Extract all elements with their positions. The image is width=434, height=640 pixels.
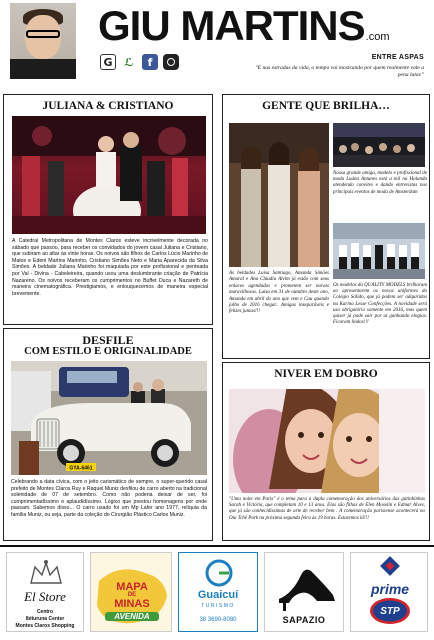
column-quote: "E nas estradas da vida, o tempo vai mostrando por quem realmente vale a pena lutar." xyxy=(255,65,424,78)
wedding-body: A Catedral Metropolitana de Montes Claros esteve incrivelmente decorada no sábado que passou, para receber os convidados do jovem casal Juliana e Cristiano, que subiram ao altar às vinte horas. Os noivos são filhos de Carlos Lúcio Marinho de Matos e Edeni Martins Marinho, Cristiano Simões Neto e Maria Aparecida da Silva Simões. A beldade Juliana Marinho foi maquiada por este profissional e penteada por Val - Divina - Cabeleireira, quando usou uma deslumbrante criação de Patrícia Nazareno. Os noivos receberam os cumprimentos no Buffet Duca e Nazareth de maneira cinematográfica. Prestigiamos, e enlouquecemos de maneira especial brevemente. xyxy=(12,238,208,297)
ad-el-store[interactable] xyxy=(6,552,84,632)
sapazio-name: SAPAZIO xyxy=(282,615,326,625)
fashion-event-photo xyxy=(333,123,425,167)
wedding-photo xyxy=(12,116,206,234)
guaicui-sub: TURISMO xyxy=(201,603,235,609)
beauty-caption-right-bottom: Os modelos da QUALITY MODELS brilharam ao apresentarem os novos uniformes do Colégio Sólido, que já podem ser adquiridos na Karina Lesse Confecções. A novidade será uso obrigatório somente em 2016, mas quem quiser já pode sair por aí ganhando elogios. Ficaram lindos!!! xyxy=(333,283,427,326)
parade-body: Celebrando a data cívica, com o jeito carismático de sempre, o super-querido casal prefeito de Montes Claros Ruy e Raquel Muniz desfilou de carro aberto na tradicional solenidade de 07 de setembro. Como não poderia deixar de ser, foi cumprimentadíssimo e aplaudidíssimo. Lógico que prestou homenagens por onde passam. Sabemos disso... O carro usado foi um Mp Lafer ano 1977, relíquia da família Muniz, ou seja, parte da coleção do Cirurgião Plástico Carlos Muniz. xyxy=(11,479,207,518)
beauty-title: GENTE QUE BRILHA… xyxy=(262,100,390,112)
wedding-article xyxy=(3,94,213,325)
high-heel-icon xyxy=(265,553,344,613)
el-store-line3: Montes Claros Shopping xyxy=(15,623,75,629)
mapa-line3: MINAS xyxy=(114,598,150,610)
ad-prime-stp[interactable] xyxy=(350,552,428,632)
uniform-models-photo xyxy=(333,223,425,279)
sponsor-ads xyxy=(0,545,434,640)
el-store-line1: Centro xyxy=(36,609,54,615)
parade-article xyxy=(3,328,213,541)
prime-sub: STP xyxy=(380,606,400,617)
mapa-line1: MAPA xyxy=(116,581,148,593)
beauty-caption-left: As beldades Luísa Santiago, Amanda Simões Amaral e Ana Cláudia Alvim já estão com seus enlaces agendados e prometem ser noivas maravilhosas. Luísa em 31 de outubro deste ano, Amanda em abril do ano que vem e Cau quando julho de 2016 chegar.. Amigas inseparáveis e felizes juntas!!! xyxy=(229,271,329,315)
column-title: ENTRE ASPAS xyxy=(371,54,424,61)
mapa-line4: AVENIDA xyxy=(105,612,159,621)
crown-icon xyxy=(7,553,84,593)
ad-mapa-de-minas[interactable] xyxy=(90,552,172,632)
birthday-title: NIVER EM DOBRO xyxy=(274,368,378,380)
twitter-icon[interactable]: ℒ xyxy=(121,54,137,70)
prime-name: prime xyxy=(370,581,410,597)
ad-guaicui[interactable] xyxy=(178,552,258,632)
guaicui-phone: 38 3690-8080 xyxy=(199,617,237,623)
birthday-caption: "Uma noite em Paris" é o tema para a dupla comemoração dos aniversários das gatinhinhas Sarah e Victória, que completam 10 e 13 anos. Elas são filhas de Elen Moselin e Edmar Alves, que já são conhecidíssimas de arte de receber bem . A comemoração parisiense acontecerá no Oui Tchê Park na próxima segunda feira às 19 horas. Estaremos lá!!! xyxy=(229,497,425,521)
beauty-caption-right-top: Nossa grande amiga, modelo e profissional de moda Luána Antunes está a mil na Holanda atendendo convites e dando entrevistas nos principais eventos de moda de Amsterdam xyxy=(333,171,427,195)
instagram-icon[interactable] xyxy=(163,54,179,70)
el-store-logo: El Store xyxy=(24,589,66,604)
parade-plate: GYA-6461 xyxy=(69,465,93,472)
brand-domain: .com xyxy=(365,31,390,43)
parade-title-line2: COM ESTILO E ORIGINALIDADE xyxy=(24,346,192,357)
mapa-line2: DE xyxy=(127,592,137,598)
guaicui-name: Guaicuí xyxy=(197,589,239,601)
facebook-icon[interactable]: f xyxy=(142,54,158,70)
ad-sapazio[interactable] xyxy=(264,552,344,632)
parade-photo xyxy=(11,361,207,475)
birthday-article xyxy=(222,362,430,541)
social-icons xyxy=(100,54,179,70)
beauty-photo xyxy=(229,123,329,267)
wedding-title: JULIANA & CRISTIANO xyxy=(42,100,174,112)
birthday-photo xyxy=(229,389,425,493)
parade-title-line1: DESFILE xyxy=(82,333,134,347)
masthead xyxy=(0,0,434,92)
el-store-line2: Ibituruna Center xyxy=(25,616,65,622)
google-plus-icon[interactable]: G xyxy=(100,54,116,70)
beauty-article xyxy=(222,94,430,359)
guaicui-logo-icon xyxy=(179,553,258,593)
brand-title: GIU MARTINS.com xyxy=(98,2,390,49)
columnist-photo xyxy=(10,3,76,79)
